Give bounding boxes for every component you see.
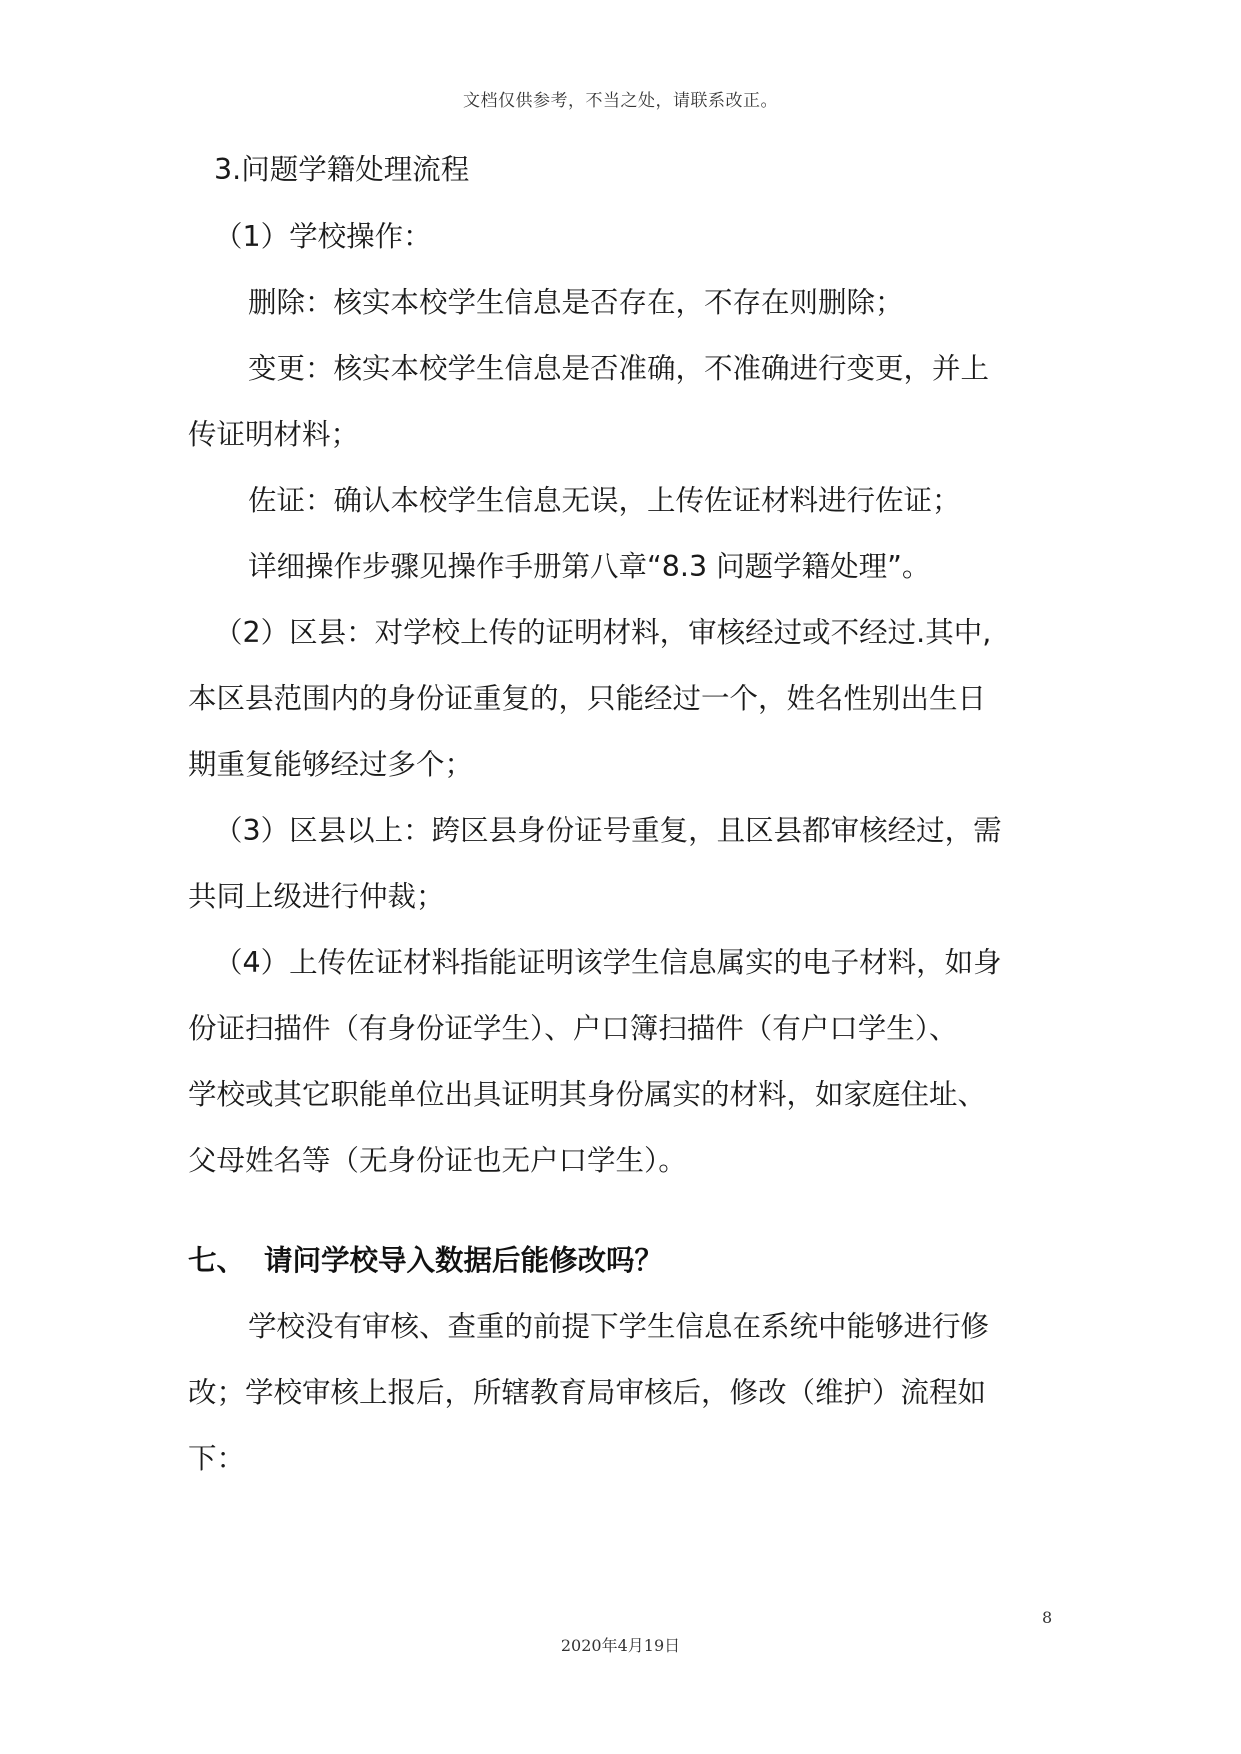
- above-county-rule-line-2: 共同上级进行仲裁；: [188, 880, 445, 913]
- page-header: 文档仅供参考，不当之处，请联系改正。: [463, 91, 778, 111]
- section-7-body-line-3: 下：: [188, 1442, 246, 1475]
- section-7-heading: [188, 1244, 664, 1277]
- section-7-body-line-1: 学校没有审核、查重的前提下学生信息在系统中能够进行修: [248, 1310, 990, 1343]
- detail-reference: 详细操作步骤见操作手册第八章“8.3 问题学籍处理”。: [248, 550, 931, 583]
- evidence-material-line-4: 父母姓名等（无身份证也无户口学生）。: [188, 1144, 687, 1177]
- change-rule-line-2: 传证明材料；: [188, 418, 360, 451]
- section-7-number: 七、: [188, 1244, 246, 1277]
- county-rule-line-2: 本区县范围内的身份证重复的，只能经过一个，姓名性别出生日: [188, 682, 987, 715]
- above-county-rule-line-1: （3）区县以上：跨区县身份证号重复，且区县都审核经过，需: [214, 814, 1002, 847]
- evidence-material-line-1: （4）上传佐证材料指能证明该学生信息属实的电子材料，如身: [214, 946, 1002, 979]
- county-rule-line-1: （2）区县：对学校上传的证明材料，审核经过或不经过.其中,: [214, 616, 992, 649]
- school-operation-label: （1）学校操作：: [214, 220, 432, 253]
- delete-rule: 删除：核实本校学生信息是否存在，不存在则删除；: [248, 286, 904, 319]
- section-7-body-line-2: 改；学校审核上报后，所辖教育局审核后，修改（维护）流程如: [188, 1376, 987, 1409]
- page-number: 8: [1042, 1608, 1053, 1627]
- evidence-material-line-3: 学校或其它职能单位出具证明其身份属实的材料，如家庭住址、: [188, 1078, 987, 1111]
- evidence-material-line-2: 份证扫描件（有身份证学生）、户口簿扫描件（有户口学生）、: [188, 1012, 958, 1045]
- section-7-title: 请问学校导入数据后能修改吗？: [264, 1244, 664, 1277]
- section-3-title: 3.问题学籍处理流程: [214, 153, 470, 186]
- evidence-rule: 佐证：确认本校学生信息无误，上传佐证材料进行佐证；: [248, 484, 961, 517]
- county-rule-line-3: 期重复能够经过多个；: [188, 748, 474, 781]
- change-rule-line-1: 变更：核实本校学生信息是否准确，不准确进行变更，并上: [248, 352, 990, 385]
- page-footer-date: 2020年4月19日: [560, 1636, 681, 1655]
